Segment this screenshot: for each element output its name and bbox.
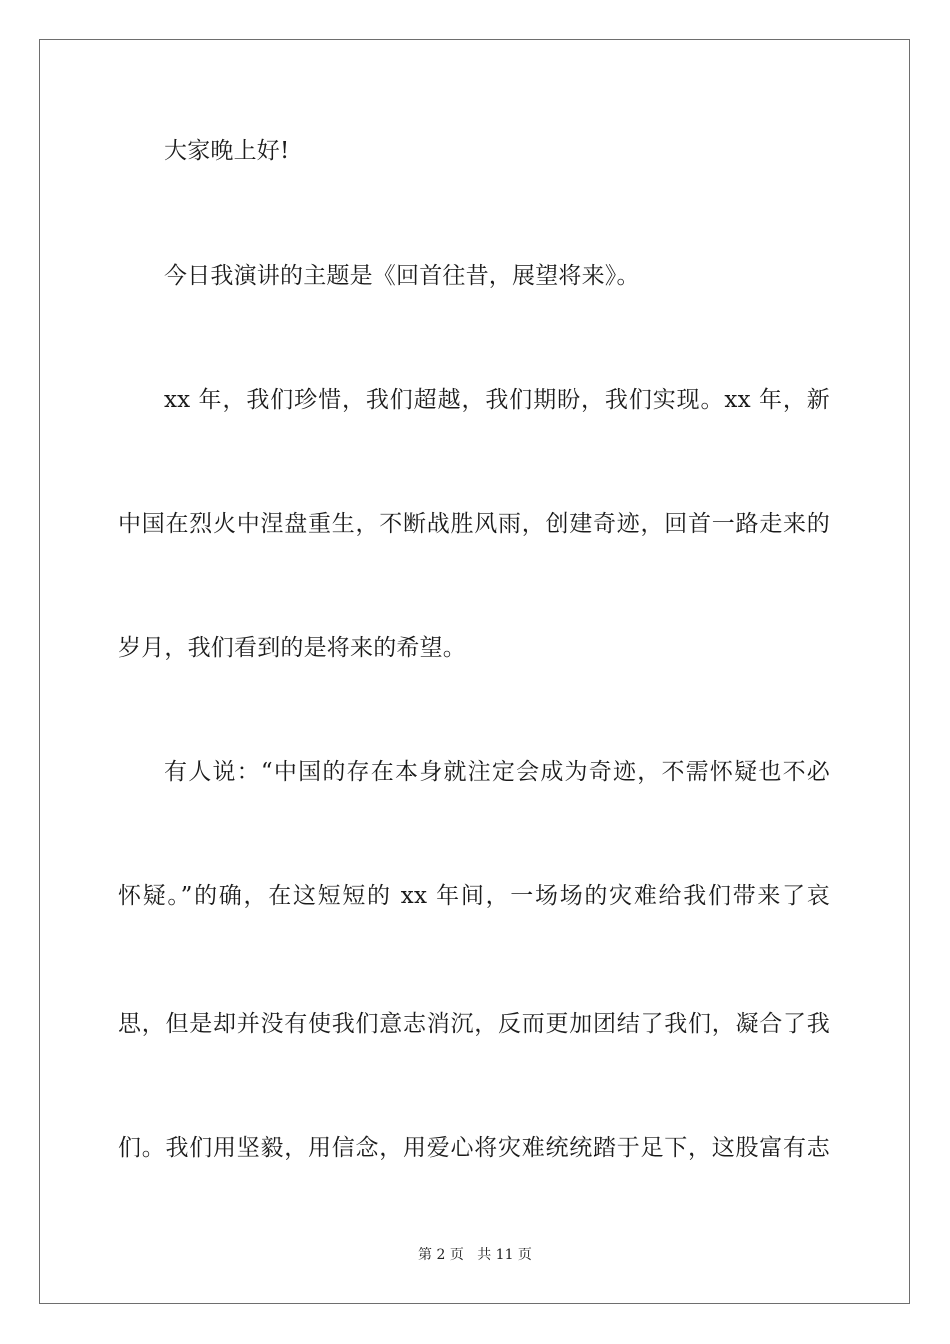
page-border bbox=[39, 39, 910, 1304]
page-total: 共 11 页 bbox=[477, 1247, 532, 1263]
paragraph-line: 们。我们用坚毅，用信念，用爱心将灾难统统踏于足下，这股富有志 bbox=[118, 1135, 830, 1161]
paragraph-greeting: 大家晚上好! bbox=[164, 138, 290, 164]
paragraph-line: 中国在烈火中涅盘重生，不断战胜风雨，创建奇迹，回首一路走来的 bbox=[118, 511, 830, 537]
paragraph-line: 岁月，我们看到的是将来的希望。 bbox=[118, 635, 466, 661]
page-number: 第 2 页 bbox=[418, 1247, 464, 1263]
paragraph-topic: 今日我演讲的主题是《回首往昔，展望将来》。 bbox=[164, 263, 640, 289]
page-footer bbox=[0, 1246, 950, 1264]
paragraph-line: 思，但是却并没有使我们意志消沉，反而更加团结了我们，凝合了我 bbox=[118, 1011, 830, 1037]
paragraph-line: xx 年，我们珍惜，我们超越，我们期盼，我们实现。xx 年，新 bbox=[164, 387, 830, 413]
paragraph-line: 有人说：“中国的存在本身就注定会成为奇迹，不需怀疑也不必 bbox=[164, 759, 830, 785]
paragraph-line: 怀疑。”的确，在这短短的 xx 年间，一场场的灾难给我们带来了哀 bbox=[118, 883, 830, 909]
